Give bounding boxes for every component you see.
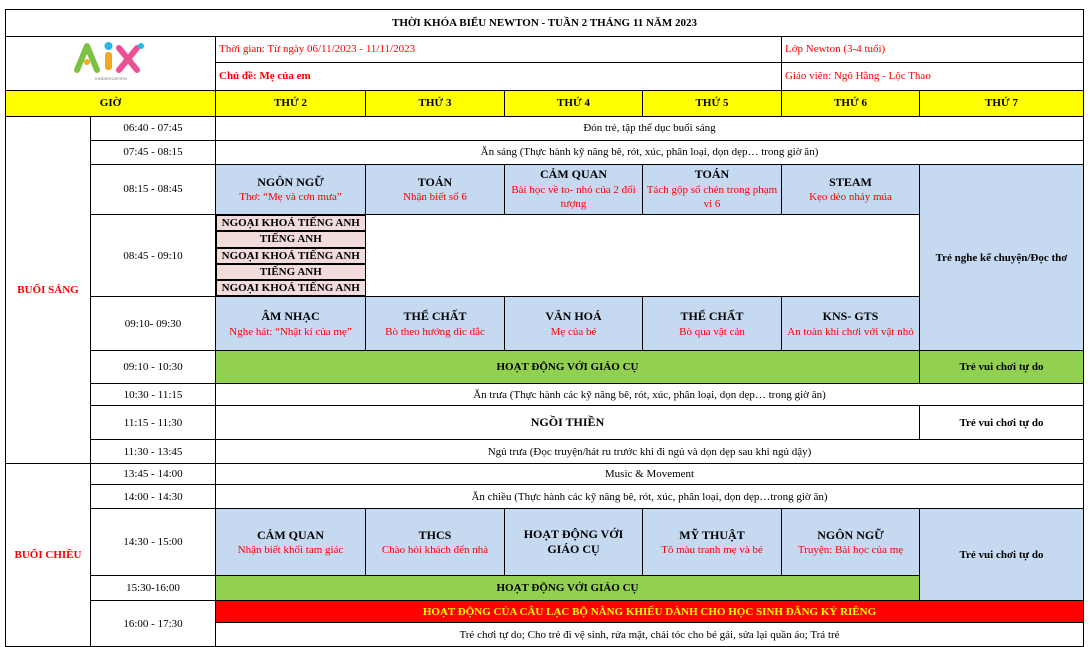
english-class: TIẾNG ANH bbox=[216, 264, 366, 280]
time-slot: 08:15 - 08:45 bbox=[91, 165, 216, 215]
lesson-subject: STEAM bbox=[829, 174, 872, 189]
lesson-subject: THCS bbox=[418, 527, 452, 542]
lesson-cell bbox=[216, 165, 366, 215]
time-slot: 16:00 - 17:30 bbox=[91, 601, 216, 647]
lesson-cell bbox=[216, 509, 366, 576]
aix-logo-icon bbox=[71, 40, 151, 82]
time-slot: 09:10 - 10:30 bbox=[91, 351, 216, 384]
lesson-subject: CẢM QUAN bbox=[257, 527, 324, 542]
time-slot: 15:30-16:00 bbox=[91, 576, 216, 601]
free-play: Trẻ vui chơi tự do bbox=[920, 406, 1084, 440]
lesson-cell bbox=[643, 297, 782, 351]
english-class: TIẾNG ANH bbox=[216, 231, 366, 247]
english-class: NGOẠI KHOÁ TIẾNG ANH bbox=[216, 215, 366, 231]
lesson-subject: KNS- GTS bbox=[822, 309, 879, 324]
theme: Chủ đề: Mẹ của em bbox=[216, 63, 782, 91]
lesson-subject: THỂ CHẤT bbox=[403, 309, 467, 324]
lesson-cell bbox=[782, 165, 920, 215]
english-class: NGOẠI KHOÁ TIẾNG ANH bbox=[216, 280, 366, 296]
lesson-cell bbox=[366, 509, 505, 576]
nap-activity: Ngủ trưa (Đọc truyện/hát ru trước khi đi ngủ và dọn dẹp sau khi ngủ dậy) bbox=[216, 440, 1084, 464]
lesson-activity: Kẹo dẻo nhảy múa bbox=[809, 191, 892, 204]
lesson-activity: An toàn khi chơi với vật nhỏ bbox=[787, 325, 914, 338]
time-slot: 11:15 - 11:30 bbox=[91, 406, 216, 440]
music-movement: Music & Movement bbox=[216, 464, 1084, 485]
lesson-cell bbox=[782, 509, 920, 576]
club-activity: HOẠT ĐỘNG CỦA CÂU LẠC BỘ NĂNG KHIẾU DÀNH CHO HỌC SINH ĐĂNG KÝ RIÊNG bbox=[216, 601, 1084, 623]
lesson-cell bbox=[643, 165, 782, 215]
afternoon-meal: Ăn chiều (Thực hành các kỹ năng bê, rót, xúc, phân loại, dọn dẹp…trong giờ ăn) bbox=[216, 485, 1084, 509]
lesson-subject: THỂ CHẤT bbox=[680, 309, 744, 324]
lesson-cell bbox=[643, 509, 782, 576]
time-slot: 09:10- 09:30 bbox=[91, 297, 216, 351]
materials-activity: HOẠT ĐỘNG VỚI GIÁO CỤ bbox=[216, 576, 920, 601]
lesson-subject: VĂN HOÁ bbox=[545, 309, 602, 324]
free-play: Trẻ vui chơi tự do bbox=[920, 351, 1084, 384]
lesson-cell bbox=[366, 165, 505, 215]
time-slot: 14:30 - 15:00 bbox=[91, 509, 216, 576]
lesson-subject: TOÁN bbox=[694, 167, 730, 182]
time-slot: 13:45 - 14:00 bbox=[91, 464, 216, 485]
lesson-activity: Nghe hát: “Nhật kí của mẹ” bbox=[229, 325, 352, 338]
header-day: THỨ 5 bbox=[643, 91, 782, 117]
lesson-activity: Bài học về to- nhỏ của 2 đối tượng bbox=[511, 184, 636, 211]
free-play: Trẻ vui chơi tự do bbox=[920, 509, 1084, 601]
time-slot: 14:00 - 14:30 bbox=[91, 485, 216, 509]
timetable-title: THỜI KHÓA BIỂU NEWTON - TUẦN 2 THÁNG 11 NĂM 2023 bbox=[6, 10, 1084, 37]
session-afternoon: BUỔI CHIỀU bbox=[6, 464, 91, 647]
session-morning: BUỔI SÁNG bbox=[6, 117, 91, 464]
lesson-activity: Thơ: “Mẹ và cơn mưa” bbox=[239, 191, 342, 204]
welcome-activity: Đón trẻ, tập thể dục buổi sáng bbox=[216, 117, 1084, 141]
school-logo bbox=[6, 37, 216, 91]
lesson-subject: TOÁN bbox=[417, 174, 453, 189]
lesson-cell bbox=[216, 297, 366, 351]
lesson-activity: Nhận biết số 6 bbox=[403, 191, 467, 204]
timetable bbox=[5, 9, 1084, 647]
lesson-subject: MỸ THUẬT bbox=[679, 527, 745, 542]
lesson-subject: ÂM NHẠC bbox=[261, 309, 320, 324]
lesson-activity: Chào hỏi khách đến nhà bbox=[381, 544, 489, 557]
lesson-activity: Bò qua vật cản bbox=[679, 325, 745, 338]
time-slot: 10:30 - 11:15 bbox=[91, 384, 216, 406]
teacher: Giáo viên: Ngô Hằng - Lộc Thao bbox=[782, 63, 1084, 91]
lesson-activity: Tô màu tranh mẹ và bé bbox=[661, 544, 763, 557]
time-slot: 08:45 - 09:10 bbox=[91, 215, 216, 297]
header-day: THỨ 7 bbox=[920, 91, 1084, 117]
meditation: NGỒI THIỀN bbox=[216, 406, 920, 440]
saturday-story: Trẻ nghe kể chuyện/Đọc thơ bbox=[920, 165, 1084, 351]
lesson-cell bbox=[366, 297, 505, 351]
time-slot: 06:40 - 07:45 bbox=[91, 117, 216, 141]
lesson-subject: HOẠT ĐỘNG VỚI GIÁO CỤ bbox=[523, 526, 624, 557]
lesson-subject: CẢM QUAN bbox=[540, 167, 607, 182]
header-time: GIỜ bbox=[6, 91, 216, 117]
time-range: Thời gian: Từ ngày 06/11/2023 - 11/11/2023 bbox=[216, 37, 782, 63]
lesson-cell bbox=[505, 509, 643, 576]
pickup-activity: Trẻ chơi tự do; Cho trẻ đi vệ sinh, rửa mặt, chải tóc cho bé gái, sửa lại quần áo; Trả trẻ bbox=[216, 623, 1084, 647]
header-day: THỨ 2 bbox=[216, 91, 366, 117]
header-day: THỨ 3 bbox=[366, 91, 505, 117]
header-day: THỨ 6 bbox=[782, 91, 920, 117]
lesson-activity: Mẹ của bé bbox=[550, 325, 597, 338]
breakfast-activity: Ăn sáng (Thực hành kỹ năng bê, rót, xúc, phân loại, dọn dẹp… trong giờ ăn) bbox=[216, 141, 1084, 165]
header-day: THỨ 4 bbox=[505, 91, 643, 117]
english-class: NGOẠI KHOÁ TIẾNG ANH bbox=[216, 248, 366, 264]
time-slot: 11:30 - 13:45 bbox=[91, 440, 216, 464]
time-slot: 07:45 - 08:15 bbox=[91, 141, 216, 165]
materials-activity: HOẠT ĐỘNG VỚI GIÁO CỤ bbox=[216, 351, 920, 384]
lesson-activity: Tách gộp số chén trong phạm vi 6 bbox=[646, 184, 778, 211]
lesson-activity: Nhận biết khối tam giác bbox=[237, 544, 344, 557]
lesson-cell bbox=[505, 165, 643, 215]
lesson-subject: NGÔN NGỮ bbox=[817, 527, 884, 542]
class-name: Lớp Newton (3-4 tuổi) bbox=[782, 37, 1084, 63]
lesson-subject: NGÔN NGỮ bbox=[257, 174, 324, 189]
lunch-activity: Ăn trưa (Thực hành các kỹ năng bê, rót, xúc, phân loại, dọn dẹp… trong giờ ăn) bbox=[216, 384, 1084, 406]
lesson-cell bbox=[782, 297, 920, 351]
lesson-activity: Bò theo hướng dic dắc bbox=[385, 325, 485, 338]
lesson-activity: Truyện: Bài học của mẹ bbox=[797, 544, 904, 557]
logo-caption: KINDERGARTEN bbox=[94, 76, 127, 82]
lesson-cell bbox=[505, 297, 643, 351]
